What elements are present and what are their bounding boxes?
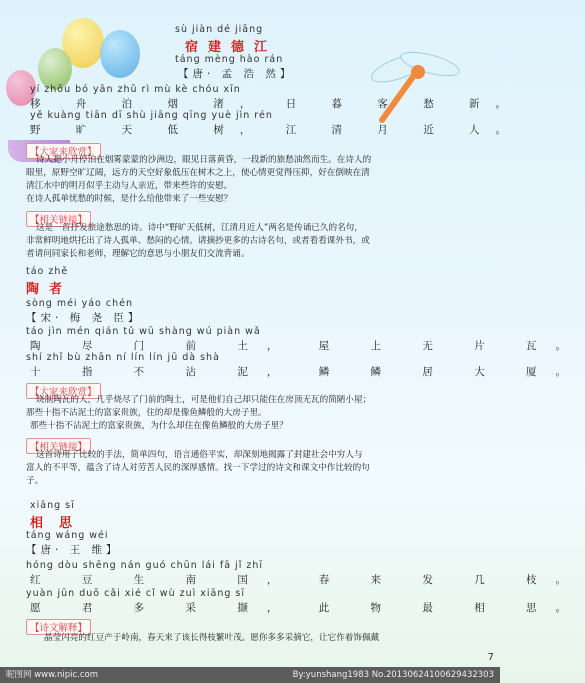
poem1-appreciate-text-3: 清江水中的明月似乎主动与人亲近，带来些许的安慰。 xyxy=(26,181,233,191)
poem1-appreciate-text-1: 诗人把小舟停泊在烟雾蒙蒙的沙洲边，眼见日落黄昏，一段新的旅愁油然而生。在诗人的 xyxy=(36,155,372,165)
poem2-appreciate-text-1: 烧制陶瓦的人，几乎烧尽了门前的陶土，可是他们自己却只能住在房顶无瓦的简陋小屋； xyxy=(36,395,372,405)
poem3-line1: 红 豆 生 南 国， 春 来 发 几 枝。 xyxy=(30,574,585,586)
poem2-link-label: 【相关链接】 xyxy=(26,435,91,454)
poem3-title: 相思 xyxy=(30,516,89,531)
poem1-author-pinyin: táng mèng hào rán xyxy=(175,54,284,65)
poem2-link-text-2: 富人的不平等，蕴含了诗人对劳苦人民的深厚感情。找一下学过的诗文和课文中作比较的句 xyxy=(26,463,370,473)
poem2-appreciate-label: 【大家来欣赏】 xyxy=(26,380,101,399)
poem2-author: 【宋· 梅 尧 臣】 xyxy=(26,312,143,324)
poem1-title-pinyin: sù jiàn dé jiāng xyxy=(175,24,264,35)
footer-left-text: 昵图网 www.nipic.com xyxy=(6,670,99,680)
poem2-title-pinyin: táo zhě xyxy=(26,266,69,277)
balloon-blue xyxy=(100,30,140,78)
poem2-appreciate-text-2: 那些十指不沾泥土的富家贵族，住的却是像鱼鳞般的大房子里。 xyxy=(26,408,267,418)
poem1-line1: 移 舟 泊 烟 渚， 日 暮 客 愁 新。 xyxy=(30,98,523,110)
poem1-appreciate-label: 【大家来欣赏】 xyxy=(26,140,101,159)
poem1-line2-pinyin: yě kuàng tiān dī shù jiāng qīng yuè jìn rén xyxy=(30,110,273,121)
dragonfly-icon xyxy=(360,38,470,128)
page-number: 7 xyxy=(487,652,494,663)
poem2-line2-pinyin: shí zhǐ bù zhān ní lín lín jū dà shà xyxy=(26,352,220,363)
poem2-line2: 十 指 不 沾 泥， 鳞 鳞 居 大 厦。 xyxy=(30,366,585,378)
poem3-author-pinyin: táng wáng wéi xyxy=(26,530,109,541)
poem2-question: 那些十指不沾泥土的富家贵族，为什么却住在像鱼鳞般的大房子里？ xyxy=(30,421,288,431)
poem3-line2-pinyin: yuàn jūn duō cǎi xié cǐ wù zuì xiāng sī xyxy=(26,588,246,599)
poem3-explain-text-1: 晶莹闪亮的红豆产于岭南，春天来了该长得枝繁叶茂。愿你多多采摘它，让它作着饰佩戴 xyxy=(44,633,380,643)
footer-right-text: By:yunshang1983 No.20130624100629432303 xyxy=(292,670,494,680)
poem2-link-text-3: 子。 xyxy=(26,476,44,486)
poem2-link-text-1: 这首诗用了比较的手法，简单四句，语言通俗平实，却深刻地揭露了封建社会中穷人与 xyxy=(36,450,363,460)
poem3-explain-label: 【诗文解释】 xyxy=(26,616,91,635)
poem1-link-text-1: 这是一首抒发旅途愁思的诗。诗中“野旷天低树，江清月近人”两名是传诵已久的名句， xyxy=(36,223,363,233)
poem2-line1-pinyin: táo jìn mén qián tǔ wū shàng wú piàn wǎ xyxy=(26,326,261,337)
poem1-author: 【唐· 孟 浩 然】 xyxy=(178,68,295,80)
poem1-line1-pinyin: yí zhōu bó yān zhǔ rì mù kè chóu xīn xyxy=(30,84,241,95)
footer-watermark xyxy=(0,667,500,683)
poem3-line2: 愿 君 多 采 撷， 此 物 最 相 思。 xyxy=(30,602,585,614)
poem1-title: 宿建德江 xyxy=(185,40,278,55)
poem3-line1-pinyin: hóng dòu shēng nán guó chūn lái fā jǐ zhī xyxy=(26,560,263,571)
poem1-line2: 野 旷 天 低 树， 江 清 月 近 人。 xyxy=(30,124,523,136)
poem1-link-text-2: 非常鲜明地烘托出了诗人孤单、愁闷的心情。请摘抄更多的古诗名句，或者看看课外书，或 xyxy=(26,236,370,246)
poem1-link-text-3: 者请问同家长和老师，理解它的意思与小朋友们交流背诵。 xyxy=(26,249,250,259)
poem1-link-label: 【相关链接】 xyxy=(26,208,91,227)
poem2-line1: 陶 尽 门 前 土， 屋 上 无 片 瓦。 xyxy=(30,340,585,352)
poem3-author: 【唐· 王 维】 xyxy=(26,544,121,556)
poem2-author-pinyin: sòng méi yáo chén xyxy=(26,298,133,309)
poem1-question: 在诗人孤单忧愁的时候，是什么给他带来了一些安慰？ xyxy=(26,194,233,204)
poem2-title: 陶者 xyxy=(26,282,73,297)
poem3-title-pinyin: xiāng sī xyxy=(30,500,75,511)
poem1-appreciate-text-2: 眼里，原野空旷辽阔，远方的天空好象低压在树木之上，使心情更觉得压抑，好在倒映在清 xyxy=(26,168,370,178)
